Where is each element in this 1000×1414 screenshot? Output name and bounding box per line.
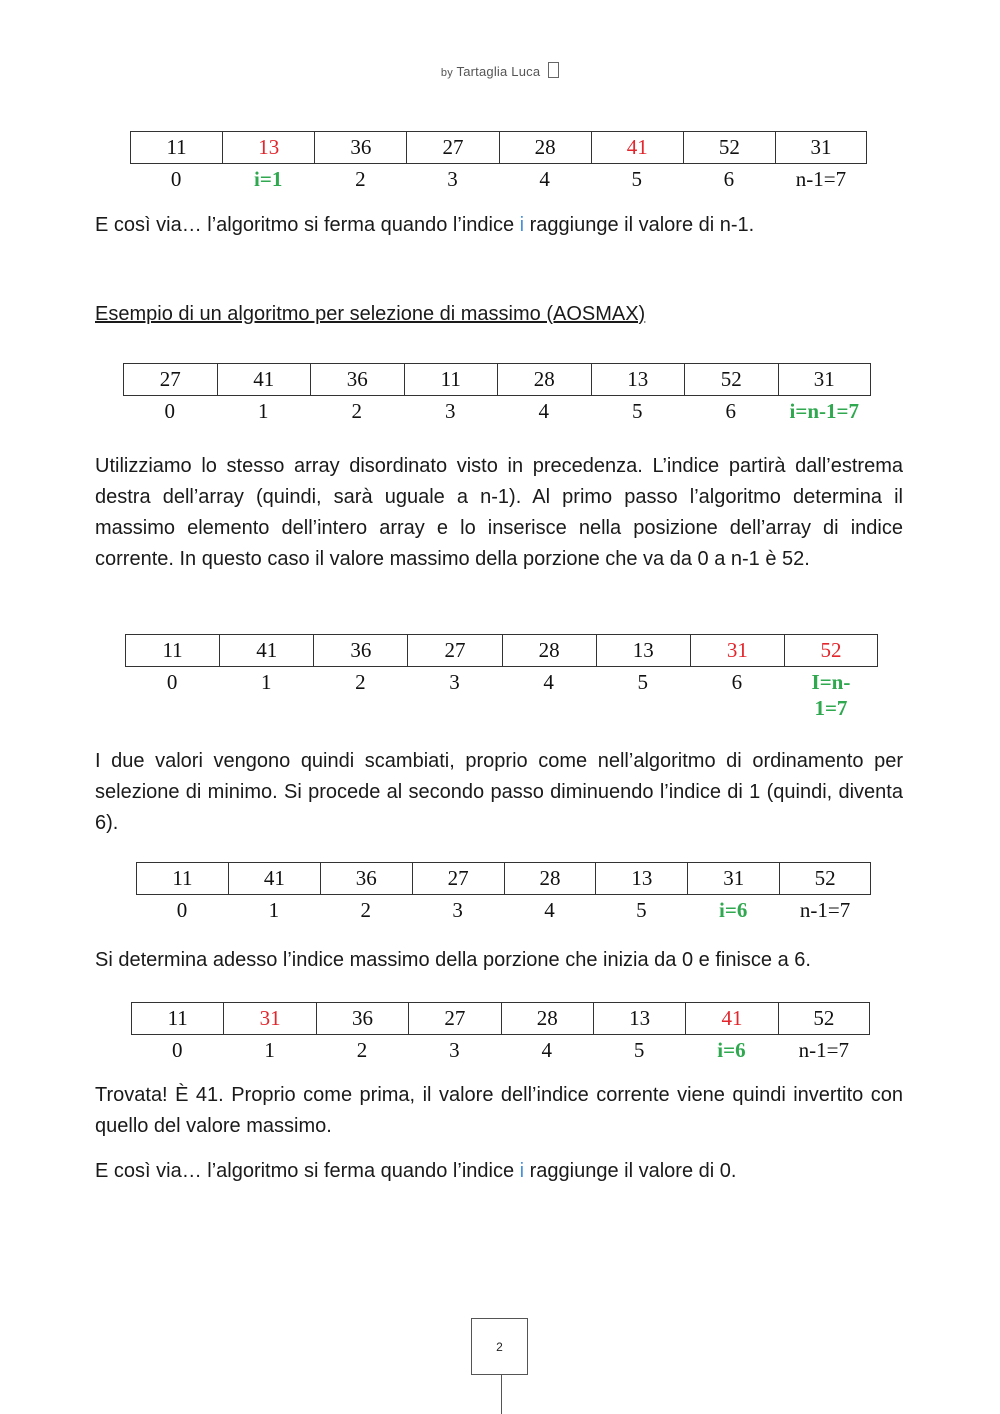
- array-index-label: n-1=7: [799, 898, 851, 922]
- array-cell: 11: [130, 131, 222, 164]
- page-number-line: [501, 1375, 502, 1414]
- array-cell: 28: [502, 634, 596, 667]
- array-values-row: [123, 363, 871, 396]
- array-table-1: [130, 131, 867, 194]
- paragraph-4: Si determina adesso l’indice massimo della porzione che inizia da 0 e finisce a 6.: [95, 949, 811, 971]
- array-cell: 52: [684, 363, 778, 396]
- paragraph-2: Utilizziamo lo stesso array disordinato visto in precedenza. L’indice partirà dall’estrema destra dell’array (quindi, sarà uguale a n-1). Al primo passo l’algoritmo determina il massimo elemento dell’intero array e lo inserisce nella posizione dell’array di indice corrente. In questo caso il valore massimo della porzione che va da 0 a n-1 è 52.: [95, 455, 903, 570]
- array-indices-row: [123, 396, 871, 426]
- array-index-label: 4: [541, 1038, 552, 1062]
- array-table-4: [136, 862, 871, 925]
- array-index-label: 4: [538, 399, 549, 423]
- missing-glyph-icon: [548, 62, 559, 78]
- array-cell: 41: [685, 1002, 777, 1035]
- array-index-label: 3: [445, 399, 456, 423]
- array-cell: 27: [406, 131, 498, 164]
- index-i-highlight: i: [519, 1160, 525, 1182]
- array-index-label: 2: [360, 898, 371, 922]
- array-index-label: 0: [171, 1038, 183, 1062]
- paragraph-6: E così via… l’algoritmo si ferma quando l’indice i raggiunge il valore di 0.: [95, 1160, 737, 1182]
- array-cell: 31: [778, 363, 872, 396]
- array-index-label: 5: [632, 399, 643, 423]
- array-cell: 36: [320, 862, 412, 895]
- array-cell: 27: [407, 634, 501, 667]
- array-cell: 28: [497, 363, 591, 396]
- array-index-label: 3: [452, 898, 463, 922]
- array-index-label: 5: [631, 167, 642, 191]
- array-index-label: 3: [449, 1038, 460, 1062]
- array-index-label: i=6: [719, 898, 748, 922]
- array-cell: 41: [217, 363, 311, 396]
- array-table-5: [131, 1002, 870, 1065]
- array-index-label: n-1=7: [798, 1038, 849, 1062]
- array-cell: 27: [408, 1002, 500, 1035]
- array-cell: 52: [683, 131, 775, 164]
- array-index-label: 5: [637, 670, 648, 694]
- array-cell: 41: [228, 862, 320, 895]
- array-values-row: [136, 862, 871, 895]
- array-cell: 41: [219, 634, 313, 667]
- array-index-label: 6: [731, 670, 743, 694]
- array-values-row: [130, 131, 867, 164]
- array-index-label: 0: [164, 399, 175, 423]
- array-cell: 11: [136, 862, 228, 895]
- array-cell: 52: [778, 1002, 870, 1035]
- array-cell: 36: [314, 131, 406, 164]
- array-indices-row: [131, 1035, 870, 1065]
- array-indices-row: [136, 895, 871, 925]
- array-index-label: i=n-1=7: [789, 399, 859, 423]
- array-index-label: 5: [633, 1038, 645, 1062]
- array-values-row: [125, 634, 878, 667]
- paragraph-3: I due valori vengono quindi scambiati, proprio come nell’algoritmo di ordinamento per selezione di minimo. Si procede al secondo passo diminuendo l’indice di 1 (quindi, diventa 6).: [95, 750, 903, 834]
- array-index-label: 2: [355, 167, 366, 191]
- array-cell: 31: [775, 131, 867, 164]
- array-index-label: 4: [544, 898, 555, 922]
- array-index-label: 2: [356, 1038, 368, 1062]
- array-indices-row: [130, 164, 867, 194]
- array-cell: 27: [123, 363, 217, 396]
- array-index-label: 1: [264, 1038, 275, 1062]
- paragraph-1: E così via… l’algoritmo si ferma quando l’indice i raggiunge il valore di n-1.: [95, 214, 755, 236]
- array-index-label: 1: [258, 399, 269, 423]
- array-index-label: 3: [447, 167, 458, 191]
- array-index-label: 1: [268, 898, 280, 922]
- array-cell: 31: [223, 1002, 315, 1035]
- array-index-label: 3: [449, 670, 460, 694]
- array-index-label: I=n-1=7: [811, 670, 851, 720]
- header-by: by: [440, 67, 453, 79]
- array-index-label: i=6: [717, 1038, 746, 1062]
- array-cell: 41: [591, 131, 683, 164]
- index-i-highlight: i: [519, 214, 525, 236]
- array-index-label: 4: [543, 670, 554, 694]
- array-index-label: 5: [636, 898, 647, 922]
- array-index-label: 2: [355, 670, 366, 694]
- array-index-label: n-1=7: [795, 167, 847, 191]
- page-number: 2: [471, 1318, 528, 1375]
- array-index-label: i=1: [254, 167, 283, 191]
- section-heading: Esempio di un algoritmo per selezione di massimo (AOSMAX): [95, 303, 646, 325]
- array-index-label: 4: [539, 167, 550, 191]
- array-cell: 13: [595, 862, 687, 895]
- array-index-label: 6: [723, 167, 735, 191]
- array-values-row: [131, 1002, 870, 1035]
- array-indices-row: [125, 667, 878, 721]
- array-cell: 28: [499, 131, 591, 164]
- array-cell: 52: [779, 862, 871, 895]
- array-index-label: 0: [170, 167, 182, 191]
- array-cell: 36: [313, 634, 407, 667]
- array-cell: 52: [784, 634, 878, 667]
- array-table-3: [125, 634, 878, 721]
- array-cell: 11: [125, 634, 219, 667]
- array-cell: 31: [687, 862, 779, 895]
- array-cell: 31: [690, 634, 784, 667]
- paragraph-5: Trovata! È 41. Proprio come prima, il valore dell’indice corrente viene quindi invertito con quello del valore massimo.: [95, 1084, 903, 1137]
- array-index-label: 2: [351, 399, 362, 423]
- array-cell: 36: [316, 1002, 408, 1035]
- array-index-label: 1: [260, 670, 272, 694]
- header-author: Tartaglia Luca: [456, 64, 541, 79]
- array-cell: 36: [310, 363, 404, 396]
- array-index-label: 6: [725, 399, 736, 423]
- page-header: [0, 62, 1000, 79]
- array-cell: 11: [404, 363, 498, 396]
- array-index-label: 0: [166, 670, 178, 694]
- array-cell: 13: [591, 363, 685, 396]
- array-cell: 13: [596, 634, 690, 667]
- array-index-label: 0: [176, 898, 188, 922]
- array-cell: 11: [131, 1002, 223, 1035]
- array-cell: 28: [501, 1002, 593, 1035]
- array-cell: 27: [412, 862, 504, 895]
- array-cell: 13: [222, 131, 314, 164]
- array-table-2: [123, 363, 871, 426]
- array-cell: 28: [504, 862, 596, 895]
- array-cell: 13: [593, 1002, 685, 1035]
